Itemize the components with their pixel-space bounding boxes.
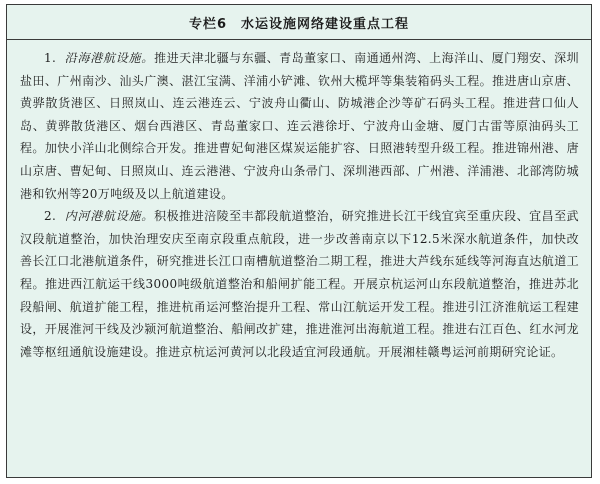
feature-box-body (7, 40, 591, 363)
section-number: 2. (44, 209, 57, 224)
section-inland-waterway-facilities (20, 205, 579, 363)
section-lead: 沿海港航设施。 (64, 51, 155, 65)
column-label: 专栏6 (188, 16, 228, 32)
section-coastal-port-facilities (20, 47, 579, 205)
section-text: 推进天津北疆与东疆、青岛董家口、南通通州湾、上海洋山、厦门翔安、深圳盐田、广州南沙、汕头广澳、湛江宝满、洋浦小铲滩、钦州大榄坪等集装箱码头工程。推进唐山京唐、黄骅散货港区、日照岚山、连云港连云、宁波舟山衢山、防城港企沙等矿石码头工程。推进营口仙人岛、黄骅散货港区、烟台西港区、青岛董家口、连云港徐圩、宁波舟山金塘、厦门古雷等原油码头工程。加快小洋山北侧综合开发。推进曹妃甸港区煤炭运能扩容、日照港转型升级工程。推进锦州港、唐山京唐、曹妃甸、日照岚山、连云港港、宁波舟山条帚门、深圳港西部、广州港、洋浦港、北部湾防城港和钦州等20万吨级及以上航道建设。 (20, 51, 579, 201)
feature-box (6, 4, 592, 478)
section-text: 积极推进涪陵至丰都段航道整治，研究推进长江干线宜宾至重庆段、宜昌至武汉段航道整治，加快治理安庆至南京段重点航段，进一步改善南京以下12.5米深水航道条件，加快改善长江口北港航道条件，研究推进长江口南槽航道整治二期工程，推进大芦线东延线等河海直达航道工程。推进西江航运干线3000吨级航道整治和船闸扩能工程。开展京杭运河山东段航道整治，推进苏北段船闸、航道扩能工程，推进杭甬运河整治提升工程、常山江航运开发工程。推进引江济淮航运工程建设，开展淮河干线及沙颍河航道整治、船闸改扩建，推进淮河出海航道工程。推进右江百色、红水河龙滩等枢纽通航设施建设。推进京杭运河黄河以北段适宜河段通航。开展湘桂赣粤运河前期研究论证。 (20, 209, 579, 359)
section-number: 1. (44, 51, 57, 65)
section-lead: 内河港航设施。 (64, 209, 155, 224)
feature-box-header (7, 5, 591, 40)
box-title (189, 13, 409, 32)
box-heading: 水运设施网络建设重点工程 (241, 16, 410, 32)
